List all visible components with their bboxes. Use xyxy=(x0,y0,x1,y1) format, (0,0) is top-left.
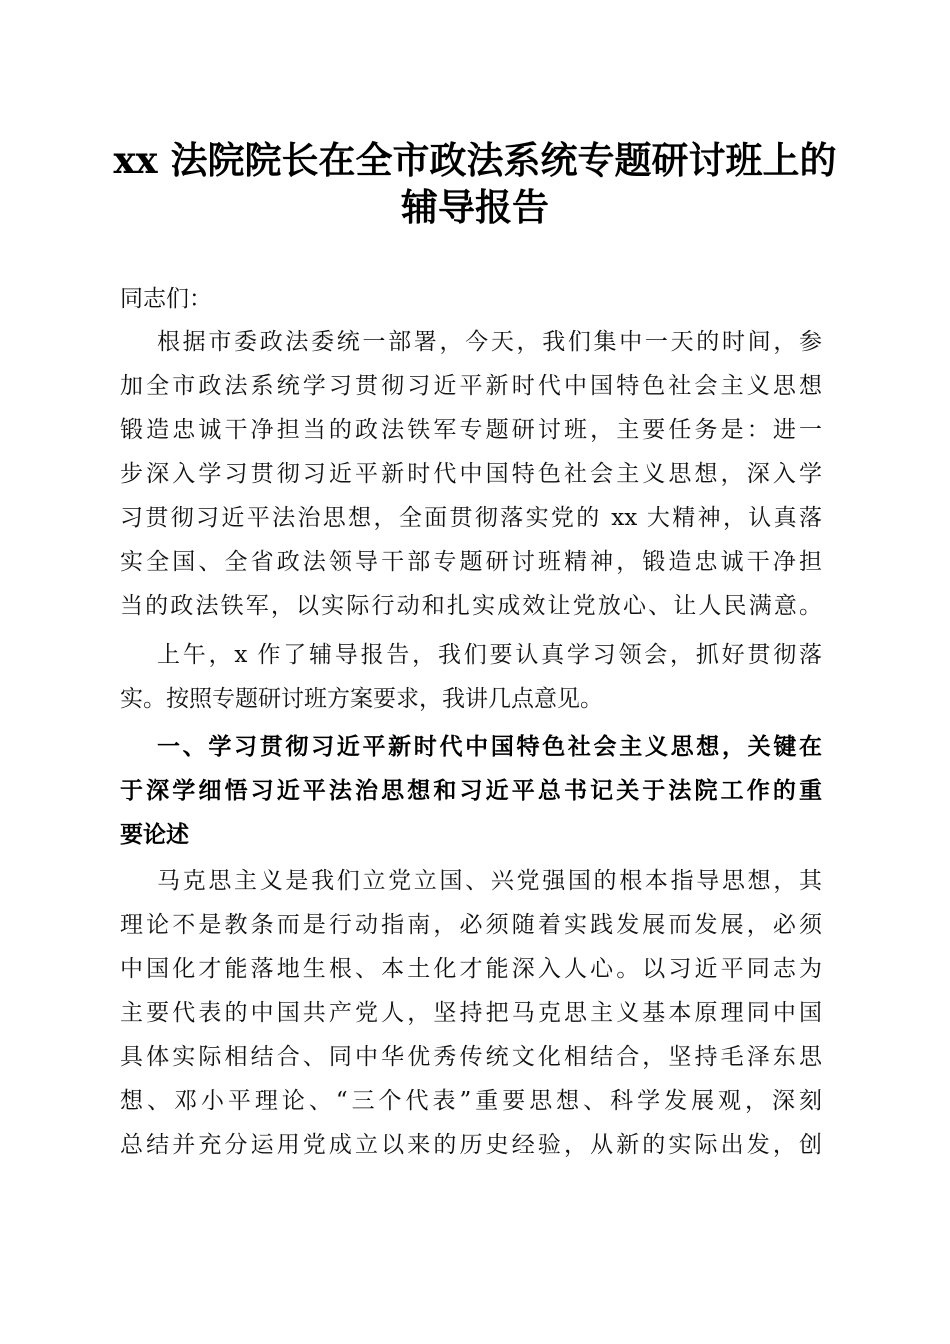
paragraph-1-line: 加全市政法系统学习贯彻习近平新时代中国特色社会主义思想 xyxy=(120,373,822,399)
paragraph-2-line: 上午，x 作了辅导报告，我们要认真学习领会，抓好贯彻落 xyxy=(157,642,822,668)
paragraph-1-line: 习贯彻习近平法治思想，全面贯彻落实党的 xx 大精神，认真落 xyxy=(120,505,822,531)
section-heading-line: 于深学细悟习近平法治思想和习近平总书记关于法院工作的重 xyxy=(120,778,822,804)
paragraph-3-line: 马克思主义是我们立党立国、兴党强国的根本指导思想，其 xyxy=(157,868,822,894)
paragraph-1-line: 步深入学习贯彻习近平新时代中国特色社会主义思想，深入学 xyxy=(120,461,822,487)
paragraph-3-line: 中国化才能落地生根、本土化才能深入人心。以习近平同志为 xyxy=(120,956,822,982)
paragraph-3-line: 具体实际相结合、同中华优秀传统文化相结合，坚持毛泽东思 xyxy=(120,1044,822,1070)
salutation: 同志们： xyxy=(120,286,212,312)
paragraph-3-line: 总结并充分运用党成立以来的历史经验，从新的实际出发，创 xyxy=(120,1132,822,1158)
paragraph-1-line: 实全国、全省政法领导干部专题研讨班精神，锻造忠诚干净担 xyxy=(120,549,822,575)
paragraph-3-line: 主要代表的中国共产党人，坚持把马克思主义基本原理同中国 xyxy=(120,1000,822,1026)
paragraph-3-line: 理论不是教条而是行动指南，必须随着实践发展而发展，必须 xyxy=(120,912,822,938)
paragraph-1-line: 锻造忠诚干净担当的政法铁军专题研讨班，主要任务是：进一 xyxy=(120,417,822,443)
paragraph-1-line: 根据市委政法委统一部署，今天，我们集中一天的时间，参 xyxy=(157,329,822,355)
section-heading-line: 一、学习贯彻习近平新时代中国特色社会主义思想，关键在 xyxy=(157,734,822,760)
section-heading-line: 要论述 xyxy=(120,822,189,848)
document-title-line-1: xx 法院院长在全市政法系统专题研讨班上的 xyxy=(113,138,837,182)
paragraph-1-line: 当的政法铁军，以实际行动和扎实成效让党放心、让人民满意。 xyxy=(120,593,822,619)
document-title-line-2: 辅导报告 xyxy=(401,185,549,229)
paragraph-3-line: 想、邓小平理论、“三个代表”重要思想、科学发展观，深刻 xyxy=(120,1088,822,1114)
paragraph-2-line: 实。按照专题研讨班方案要求，我讲几点意见。 xyxy=(120,686,603,712)
